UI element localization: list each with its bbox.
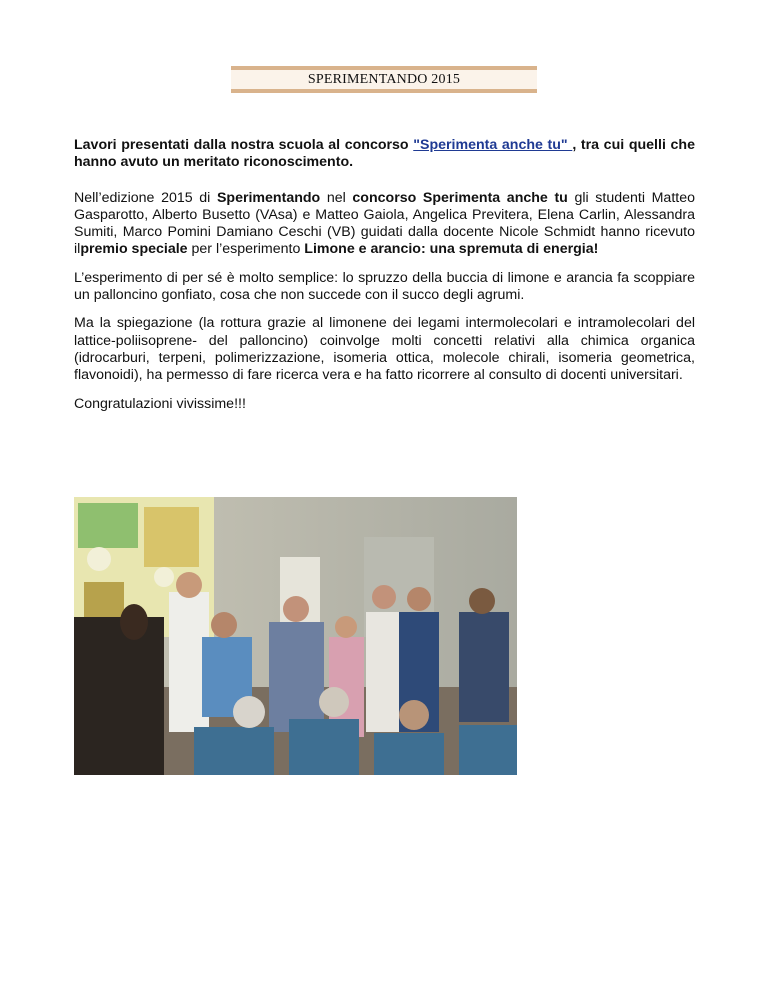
intro-text-before: Lavori presentati dalla nostra scuola al concorso <box>74 137 414 153</box>
intro-paragraph <box>74 137 695 172</box>
paragraph-explanation: Ma la spiegazione (la rottura grazie al limonene dei legami intermolecolari e intramolecolari del lattice-poliisoprene- del palloncino) coinvolge molti concetti relativi alla chimica organica (idrocarburi, terpeni, polimerizzazione, isomeria ottica, molecole chirali, isomeria geometrica, flavonoidi), ha permesso di fare ricerca vera e ha fatto ricorrere al consulto di docenti universitari. <box>74 315 695 384</box>
award-text-1: Nell’edizione 2015 di <box>74 189 217 206</box>
concorso-bold: concorso Sperimenta anche tu <box>352 189 568 206</box>
paragraph-congratulations: Congratulazioni vivissime!!! <box>74 395 246 412</box>
award-text-3: gli studenti Matteo Gasparotto, Alberto Busetto (VAsa) e Matteo Gaiola, Angelica Previtera, Elena Carlin, Alessandra Sumiti, Marco Pomini Damiano Ceschi (VB) guidati dalla docente Nicole Schmidt hanno ricevuto il <box>74 189 695 258</box>
award-ceremony-photo <box>74 497 517 775</box>
sperimentando-bold: Sperimentando <box>216 189 321 206</box>
experiment-title-bold: Limone e arancio: una spremuta di energia! <box>304 241 599 258</box>
page-title: SPERIMENTANDO 2015 <box>307 72 461 87</box>
paragraph-experiment: L’esperimento di per sé è molto semplice: lo spruzzo della buccia di limone e arancia fa scoppiare un palloncino gonfiato, cosa che non succede con il succo degli agrumi. <box>74 269 695 304</box>
intro-text-after: , tra cui quelli che hanno avuto un meritato riconoscimento. <box>74 137 695 171</box>
award-text-4: per l’esperimento <box>187 241 305 258</box>
premio-speciale-bold: premio speciale <box>80 241 188 258</box>
article-body <box>74 137 695 424</box>
paragraph-award <box>74 190 695 259</box>
sperimenta-anche-tu-link[interactable]: "Sperimenta anche tu" <box>413 137 573 153</box>
award-text-2: nel <box>320 189 353 206</box>
